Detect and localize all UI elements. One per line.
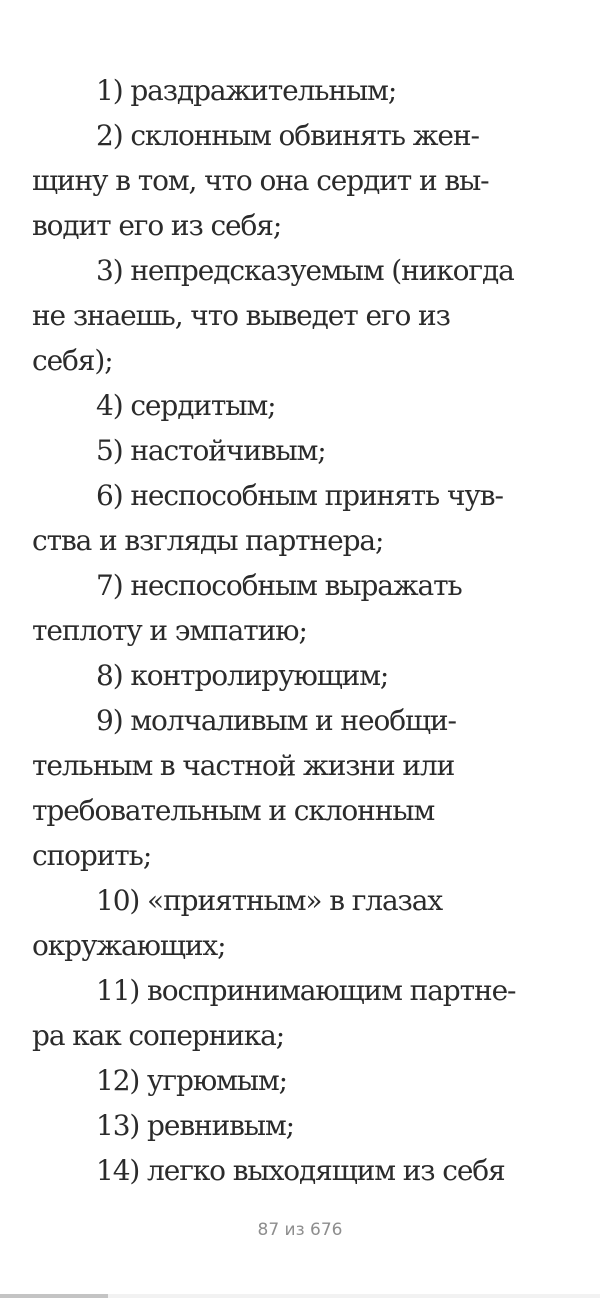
- text-line: 3) непредсказуемым (никогда: [96, 254, 514, 287]
- text-line: спорить;: [32, 839, 152, 872]
- text-line: окружающих;: [32, 929, 226, 962]
- text-line: ства и взгляды партнера;: [32, 524, 384, 557]
- text-line: 5) настойчивым;: [96, 434, 326, 467]
- text-line: 2) склонным обвинять жен-: [96, 119, 479, 152]
- text-line: не знаешь, что выведет его из: [32, 299, 450, 332]
- text-line: теплоту и эмпатию;: [32, 614, 307, 647]
- text-line: 6) неспособным принять чув-: [96, 479, 503, 512]
- text-line: себя);: [32, 344, 113, 377]
- text-line: требовательным и склонным: [32, 794, 435, 827]
- reading-progress-bar[interactable]: [0, 1294, 600, 1298]
- text-line: тельным в частной жизни или: [32, 749, 455, 782]
- text-line: 4) сердитым;: [96, 389, 276, 422]
- text-line: 7) неспособным выражать: [96, 569, 462, 602]
- text-line: ра как соперника;: [32, 1019, 285, 1052]
- text-line: 14) легко выходящим из себя: [96, 1154, 505, 1187]
- text-line: 8) контролирующим;: [96, 659, 389, 692]
- text-line: 10) «приятным» в глазах: [96, 884, 443, 917]
- text-line: щину в том, что она сердит и вы-: [32, 164, 489, 197]
- text-line: 13) ревнивым;: [96, 1109, 294, 1142]
- page-text: [32, 68, 572, 1193]
- text-line: 1) раздражительным;: [96, 74, 397, 107]
- text-line: водит его из себя;: [32, 209, 282, 242]
- reading-progress-fill: [0, 1294, 108, 1298]
- text-line: 11) воспринимающим партне-: [96, 974, 516, 1007]
- text-line: 12) угрюмым;: [96, 1064, 287, 1097]
- text-line: 9) молчаливым и необщи-: [96, 704, 456, 737]
- page-counter: 87 из 676: [257, 1220, 343, 1240]
